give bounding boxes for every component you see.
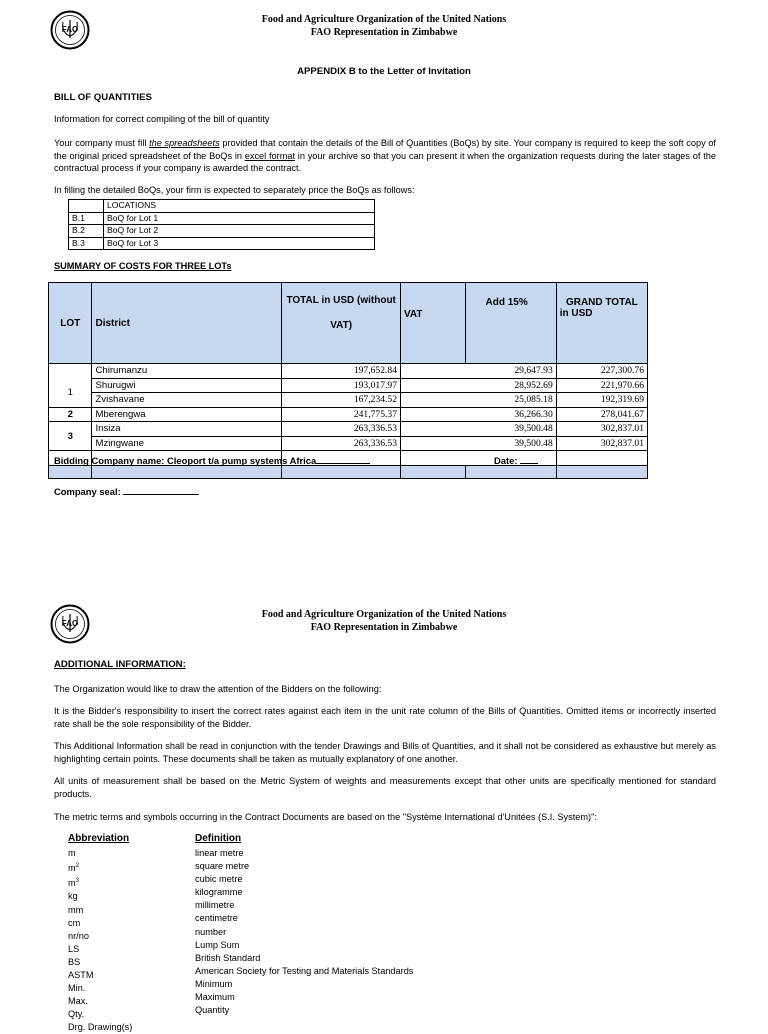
company-seal [54, 486, 199, 497]
district-name: Insiza [92, 422, 282, 437]
grand-value: 278,041.67 [556, 407, 647, 422]
footer-cell [282, 465, 401, 478]
def-item: kilogramme [195, 887, 243, 898]
table-footer-row [49, 465, 648, 478]
bidding-company-label: Bidding Company name: Cleoport t/a pump systems Africa [54, 455, 317, 466]
location-code: B.1 [69, 212, 104, 225]
abbr-text: Drg. Drawing(s) [68, 1022, 133, 1033]
footer-cell [401, 465, 466, 478]
locations-row [69, 225, 375, 238]
spreadsheet-paragraph [54, 137, 716, 175]
info-line: Information for correct compiling of the bill of quantity [54, 114, 270, 124]
locations-row [69, 237, 375, 250]
additional-p2: It is the Bidder's responsibility to insert the correct rates against each item in the unit rate column of the Bills of Quantities. Omitted items or incorrectly inserted rate shall be the sole responsibility of the Bidder. [54, 706, 716, 729]
definition-list [195, 847, 595, 1017]
lot-number: 2 [49, 407, 92, 422]
total-value: 197,652.84 [282, 364, 401, 379]
grand-value: 302,837.01 [556, 436, 647, 451]
definition-header: Definition [195, 833, 242, 844]
bidding-company [54, 455, 370, 466]
abbr-item [68, 917, 192, 930]
def-item: British Standard [195, 952, 261, 963]
spreadsheets-link[interactable]: the spreadsheets [149, 138, 220, 148]
def-item: millimetre [195, 900, 235, 911]
abbr-text: ASTM [68, 969, 94, 980]
def-item: linear metre [195, 848, 244, 858]
bidding-company-blank[interactable] [316, 463, 370, 464]
company-seal-blank[interactable] [123, 494, 199, 495]
abbr-item [68, 1021, 192, 1034]
date-field [494, 455, 538, 466]
def-item: square metre [195, 861, 250, 872]
table-row [49, 393, 648, 408]
lot-number: 3 [49, 422, 92, 451]
total-value: 263,336.53 [282, 422, 401, 437]
abbr-item [68, 956, 192, 969]
abbr-text: m [68, 863, 76, 874]
def-item: centimetre [195, 913, 238, 924]
abbr-text: mm [68, 904, 84, 915]
col-total-label-cont: VAT) [330, 320, 353, 331]
location-code: B.2 [69, 225, 104, 238]
appendix-title: APPENDIX B to the Letter of Invitation [297, 66, 471, 77]
location-label: BoQ for Lot 3 [104, 237, 375, 250]
abbr-item [68, 930, 192, 943]
table-row [49, 364, 648, 379]
additional-heading: ADDITIONAL INFORMATION: [54, 659, 186, 670]
org-representation: FAO Representation in Zimbabwe [310, 622, 458, 633]
col-total-label: TOTAL in USD (without [286, 295, 396, 306]
district-name: Chirumanzu [92, 364, 282, 379]
add-value: 39,500.48 [401, 422, 557, 437]
abbr-text: m [68, 878, 76, 889]
footer-cell [92, 465, 282, 478]
locations-header-row [69, 200, 375, 213]
footer-cell [556, 465, 647, 478]
boq-heading: BILL OF QUANTITIES [54, 92, 152, 103]
col-vat [401, 283, 466, 364]
add-value: 29,647.93 [401, 364, 557, 379]
abbr-item [68, 890, 192, 903]
district-name: Mzingwane [92, 436, 282, 451]
abbr-item [68, 860, 192, 875]
district-name: Zvishavane [92, 393, 282, 408]
locations-row [69, 212, 375, 225]
location-code: B.3 [69, 237, 104, 250]
district-name: Shurugwi [92, 378, 282, 393]
filling-line: In filling the detailed BoQs, your firm is expected to separately price the BoQs as follows: [54, 185, 415, 195]
org-representation: FAO Representation in Zimbabwe [310, 27, 458, 38]
grand-value: 221,970.66 [556, 378, 647, 393]
abbr-text: cm [68, 917, 81, 928]
add-value: 36,266.30 [401, 407, 557, 422]
location-label: BoQ for Lot 2 [104, 225, 375, 238]
col-grand-label: GRAND TOTAL [565, 297, 638, 308]
org-name: Food and Agriculture Organization of the United Nations [261, 14, 507, 25]
abbr-text: LS [68, 943, 80, 954]
grand-value: 227,300.76 [556, 364, 647, 379]
table-row [49, 378, 648, 393]
total-value: 193,017.97 [282, 378, 401, 393]
summary-table [48, 282, 648, 479]
abbr-text: m [68, 848, 76, 858]
summary-heading: SUMMARY OF COSTS FOR THREE LOTs [54, 261, 232, 271]
additional-p4: All units of measurement shall be based on the Metric System of weights and measurements except that other units are specifically mentioned for standard products. [54, 776, 716, 799]
abbr-sup: 2 [75, 863, 79, 870]
abbr-item [68, 995, 192, 1008]
additional-p3: This Additional Information shall be read in conjunction with the tender Drawings and Bills of Quantities, and it shall not be considered as exhaustive but merely as highlighting certain points. These documents shall be taken as mutually explanatory of one another. [54, 741, 716, 764]
col-district: District [92, 283, 282, 364]
company-seal-label: Company seal: [54, 486, 121, 497]
spacer-cell [556, 451, 647, 466]
col-lot: LOT [49, 283, 92, 364]
abbr-item [68, 982, 192, 995]
abbr-item [68, 1008, 192, 1021]
table-row [49, 407, 648, 422]
para-text: provided that contain the details of the Bill of Quantities (BoQs) by site. Your company is required to keep the soft copy of the original priced spreadsheet of the BoQs in [54, 138, 716, 161]
svg-text:FAO: FAO [61, 25, 79, 34]
table-row [49, 422, 648, 437]
col-grand-label-cont: in USD [559, 308, 593, 319]
svg-text:FAO: FAO [61, 619, 79, 628]
abbreviation-list [68, 847, 192, 1034]
summary-header-row [49, 283, 648, 364]
abbr-item [68, 943, 192, 956]
col-vat-label: VAT [404, 309, 423, 320]
abbr-text: kg [68, 891, 78, 902]
abbr-item [68, 904, 192, 917]
additional-p1: The Organization would like to draw the attention of the Bidders on the following: [54, 684, 382, 694]
def-item: cubic metre [195, 874, 243, 885]
abbr-text: BS [68, 956, 81, 967]
locations-table [68, 199, 375, 250]
grand-value: 302,837.01 [556, 422, 647, 437]
add-value: 39,500.48 [401, 436, 557, 451]
lot-number: 1 [49, 364, 92, 408]
footer-cell [466, 465, 556, 478]
add-value: 28,952.69 [401, 378, 557, 393]
date-blank[interactable] [520, 463, 538, 464]
add-value: 25,085.18 [401, 393, 557, 408]
table-row [49, 436, 648, 451]
locations-empty-cell [69, 200, 104, 213]
locations-header: LOCATIONS [104, 200, 375, 213]
abbr-sup: 3 [75, 878, 79, 885]
abbr-text: Max. [68, 996, 88, 1007]
def-item: Lump Sum [195, 939, 240, 950]
col-total [282, 283, 401, 364]
def-item: Maximum [195, 992, 235, 1003]
abbr-text: Min. [68, 983, 86, 994]
abbr-text: nr/no [68, 930, 89, 941]
grand-value: 192,319.69 [556, 393, 647, 408]
date-label: Date: [494, 455, 518, 466]
abbr-item [68, 847, 192, 860]
col-add: Add 15% [466, 283, 556, 364]
abbr-item [68, 875, 192, 890]
col-grand-total [556, 283, 647, 364]
abbr-text: Qty. [68, 1009, 85, 1020]
district-name: Mberengwa [92, 407, 282, 422]
org-name: Food and Agriculture Organization of the United Nations [261, 609, 507, 620]
def-item: American Society for Testing and Materials Standards [195, 965, 414, 976]
para-text: Your company must fill [54, 138, 150, 148]
total-value: 167,234.52 [282, 393, 401, 408]
def-item: number [195, 926, 227, 937]
abbr-item [68, 969, 192, 982]
excel-format-text: excel format [244, 150, 296, 161]
total-value: 263,336.53 [282, 436, 401, 451]
para-text: in your archive so that you can present it when the organization requests during the later stages of the contractual process if your company is awarded the contract. [54, 150, 716, 174]
location-label: BoQ for Lot 1 [104, 212, 375, 225]
def-item: Minimum [195, 978, 233, 989]
footer-cell [49, 465, 92, 478]
total-value: 241,775.37 [282, 407, 401, 422]
abbreviation-header: Abbreviation [68, 833, 130, 844]
def-item: Quantity [195, 1005, 230, 1016]
additional-p5: The metric terms and symbols occurring in the Contract Documents are based on the "Système International d'Unitées (S.I. System)": [54, 812, 597, 822]
